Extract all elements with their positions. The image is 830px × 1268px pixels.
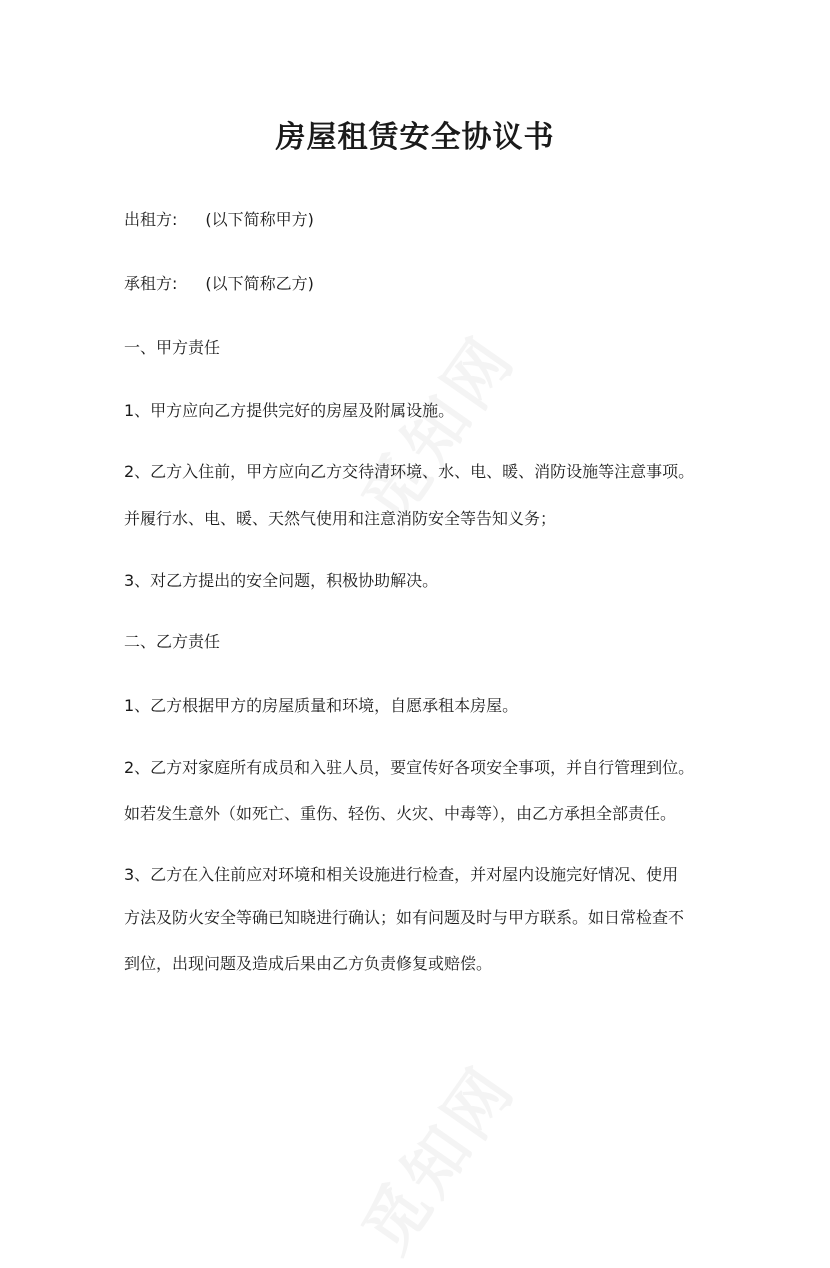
lessor-note: (以下简称甲方)	[205, 210, 314, 229]
lessee-note: (以下简称乙方)	[205, 274, 314, 293]
lessee-label: 承租方:	[124, 274, 178, 293]
lessee-clause-2-line-1: 2、乙方对家庭所有成员和入驻人员，要宣传好各项安全事项，并自行管理到位。	[124, 758, 695, 777]
lessee-clause-1: 1、乙方根据甲方的房屋质量和环境，自愿承租本房屋。	[124, 696, 519, 715]
page-title: 房屋租赁安全协议书	[275, 120, 555, 155]
lessee-clause-3-line-3: 到位，出现问题及造成后果由乙方负责修复或赔偿。	[124, 954, 493, 973]
lessor-clause-2-line-1: 2、乙方入住前，甲方应向乙方交待清环境、水、电、暖、消防设施等注意事项。	[124, 462, 695, 481]
lessor-clause-3: 3、对乙方提出的安全问题，积极协助解决。	[124, 571, 439, 590]
lessor-clause-2-line-2: 并履行水、电、暖、天然气使用和注意消防安全等告知义务；	[124, 509, 557, 528]
watermark-logo-bottom	[337, 1044, 533, 1268]
lessor-label: 出租方:	[124, 210, 178, 229]
lessor-line	[124, 195, 724, 245]
lessee-line	[124, 259, 724, 309]
lessee-clause-3-line-2: 方法及防火安全等确已知晓进行确认；如有问题及时与甲方联系。如日常检查不	[124, 908, 685, 927]
lessee-clause-2-line-2: 如若发生意外（如死亡、重伤、轻伤、火灾、中毒等），由乙方承担全部责任。	[124, 804, 677, 823]
section-heading-lessor: 一、甲方责任	[124, 338, 221, 357]
lessor-clause-1: 1、甲方应向乙方提供完好的房屋及附属设施。	[124, 401, 455, 420]
lessee-clause-3-line-1: 3、乙方在入住前应对环境和相关设施进行检查，并对屋内设施完好情况、使用	[124, 865, 679, 884]
section-heading-lessee: 二、乙方责任	[124, 632, 221, 651]
